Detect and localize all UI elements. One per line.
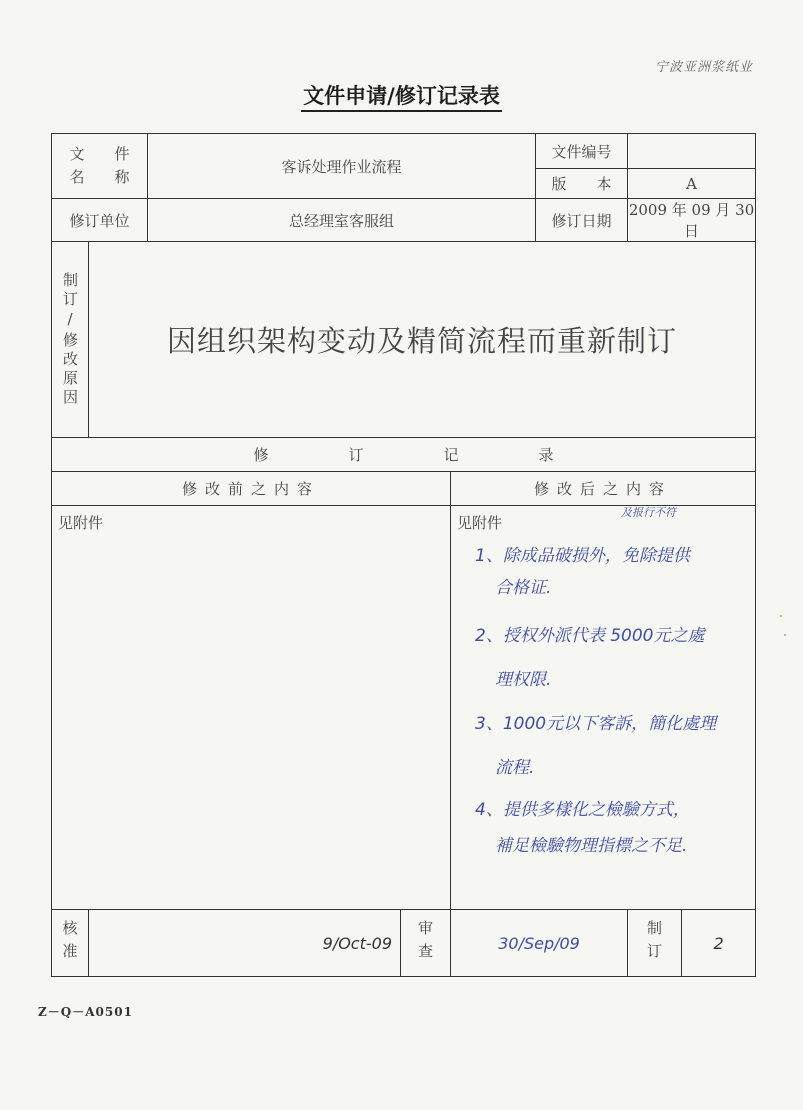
- reason-label-cell: [52, 242, 89, 438]
- approve-label-cell: [52, 910, 89, 977]
- before-content-header: 修改前之内容: [52, 472, 451, 506]
- handwritten-insertion-note: 及报行不符: [621, 506, 677, 519]
- doc-name-value: 客诉处理作业流程: [148, 134, 536, 199]
- handwritten-line-6: 流程.: [495, 758, 535, 778]
- revision-record-header: 修 订 记 录: [52, 438, 756, 472]
- form-title: 文件申请/修订记录表: [0, 80, 803, 110]
- draft-label-cell: [628, 910, 682, 977]
- after-content-cell: [451, 506, 756, 910]
- paper-speck: [780, 615, 782, 617]
- revision-unit-value: 总经理室客服组: [148, 199, 536, 242]
- reason-text: 因组织架构变动及精简流程而重新制订: [89, 242, 756, 438]
- after-content-text: 见附件: [457, 514, 503, 532]
- handwritten-line-4: 理权限.: [495, 670, 552, 690]
- reason-label: 制订/修改原因: [61, 271, 79, 408]
- revision-date-label: 修订日期: [536, 199, 628, 242]
- handwritten-line-5: 3、1000元以下客訴，簡化處理: [475, 714, 717, 734]
- revision-unit-label: 修订单位: [52, 199, 148, 242]
- review-signature: 30/Sep/09: [498, 933, 580, 953]
- before-content-text: 见附件: [58, 514, 104, 532]
- approve-signature-cell: [89, 910, 401, 977]
- review-label: 审查: [416, 920, 435, 966]
- revision-date-value: 2009 年 09 月 30 日: [628, 199, 756, 242]
- before-content-cell: [52, 506, 451, 910]
- revision-record-table: [51, 133, 756, 977]
- handwritten-line-8: 補足檢驗物理指標之不足.: [495, 836, 688, 856]
- draft-signature: 2: [713, 933, 724, 953]
- draft-signature-cell: [682, 910, 756, 977]
- company-name: 宁波亚洲浆纸业: [654, 60, 753, 75]
- draft-label: 制订: [645, 920, 664, 966]
- after-content-header: 修改后之内容: [451, 472, 756, 506]
- handwritten-line-7: 4、提供多樣化之檢驗方式，: [475, 800, 690, 820]
- handwritten-line-3: 2、授权外派代表 5000元之處: [475, 626, 705, 646]
- review-signature-cell: [451, 910, 628, 977]
- paper-speck: [784, 634, 786, 636]
- doc-number-value: [628, 134, 756, 169]
- doc-number-label: 文件编号: [536, 134, 628, 169]
- doc-name-label: 文 件 名 称: [52, 134, 148, 199]
- approve-label: 核准: [60, 920, 79, 966]
- handwritten-line-1: 1、除成品破损外，免除提供: [475, 546, 690, 566]
- handwritten-line-2: 合格证.: [495, 578, 552, 598]
- approve-signature: 9/Oct-09: [322, 933, 393, 953]
- version-label: 版 本: [536, 169, 628, 199]
- version-value: A: [628, 169, 756, 199]
- review-label-cell: [401, 910, 451, 977]
- form-code: Z－Q－A0501: [38, 1005, 133, 1019]
